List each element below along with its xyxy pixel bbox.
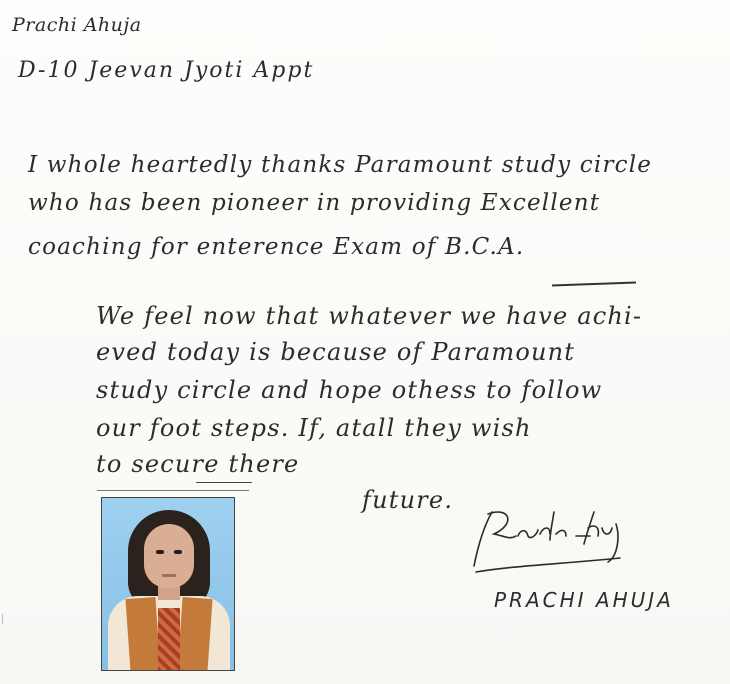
- paragraph2-line6: future.: [362, 486, 454, 514]
- secure-underline: [196, 482, 252, 483]
- paragraph2-line1: We feel now that whatever we have achi-: [96, 302, 643, 330]
- paragraph1-line2: who has been pioneer in providing Excellent: [28, 190, 601, 216]
- signature-scribble: [470, 506, 630, 582]
- scan-edge-mark: [2, 614, 7, 624]
- paragraph2-line4: our foot steps. If, atall they wish: [96, 414, 532, 442]
- divider-line: [97, 490, 249, 491]
- paragraph2-line5: to secure there: [96, 450, 300, 478]
- author-name-header: Prachi Ahuja: [12, 14, 142, 36]
- photo-eye-right: [174, 550, 182, 554]
- bca-underline: [552, 282, 636, 287]
- handwritten-signature: [470, 506, 630, 582]
- photo-scarf-right: [177, 597, 212, 671]
- photo-scarf-left: [125, 597, 160, 671]
- photo-face: [144, 524, 194, 588]
- portrait-photo: [101, 497, 235, 671]
- author-address: D-10 Jeevan Jyoti Appt: [18, 58, 315, 83]
- signature-printed-name: PRACHI AHUJA: [494, 588, 674, 612]
- paragraph1-line1: I whole heartedly thanks Paramount study circle: [28, 152, 653, 178]
- photo-mouth: [162, 574, 176, 577]
- paragraph2-line3: study circle and hope othess to follow: [96, 376, 603, 404]
- paragraph2-line2: eved today is because of Paramount: [96, 338, 576, 366]
- photo-kurta-pattern: [158, 608, 180, 671]
- photo-eye-left: [156, 550, 164, 554]
- paragraph1-line3: coaching for enterence Exam of B.C.A.: [28, 234, 525, 260]
